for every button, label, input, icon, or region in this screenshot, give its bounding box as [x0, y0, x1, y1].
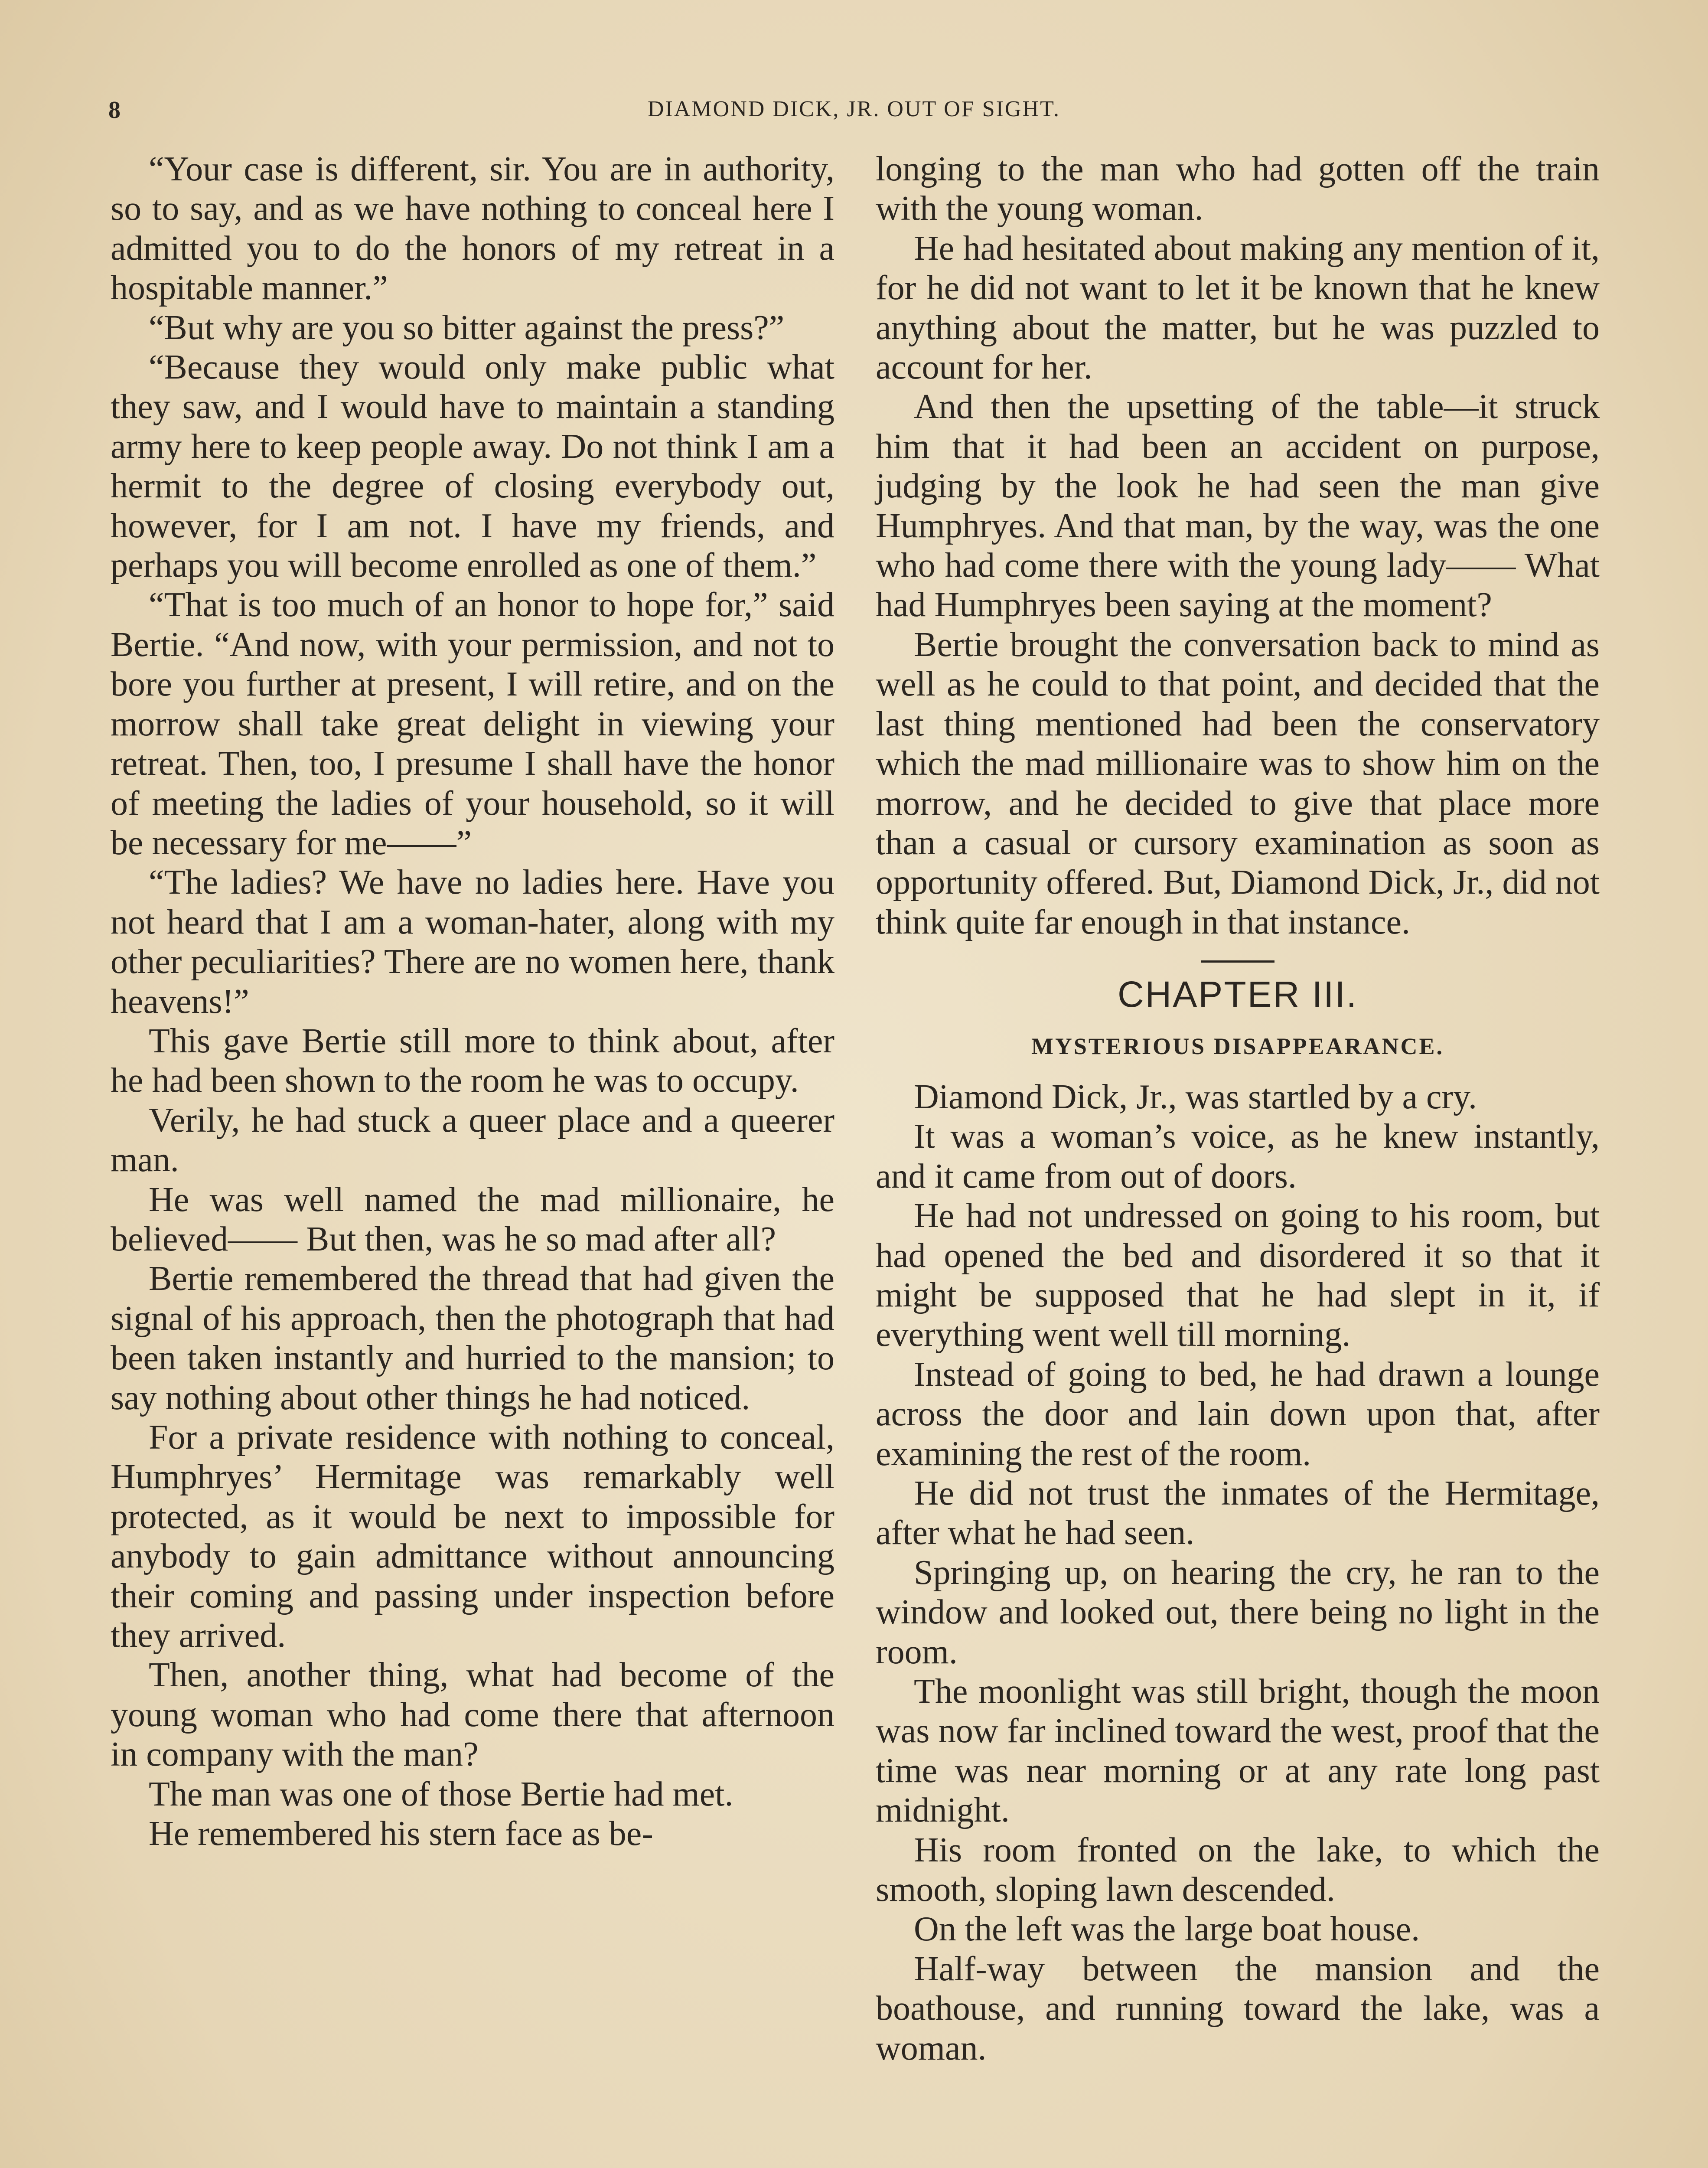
chapter-divider: [1201, 960, 1274, 963]
paragraph: Then, another thing, what had become of the young woman who had come there that afternoon in company with the man?: [111, 1656, 834, 1774]
paragraph: “That is too much of an honor to hope for,” said Bertie. “And now, with your permission, and not to bore you further at present, I will retire, and on the morrow shall take great delight in viewing your retreat. Then, too, I presume I shall have the honor of meeting the ladies of your household, so it will be necessary for me——”: [111, 586, 834, 862]
paragraph: Bertie remembered the thread that had given the signal of his approach, then the photograph that had been taken instantly and hurried to the mansion; to say nothing about other things he had noticed.: [111, 1260, 834, 1417]
paragraph: Diamond Dick, Jr., was startled by a cry.: [914, 1077, 1477, 1116]
paragraph: His room fronted on the lake, to which the smooth, sloping lawn descended.: [876, 1831, 1600, 1909]
paragraph: This gave Bertie still more to think about, after he had been shown to the room he was to occupy.: [111, 1022, 834, 1100]
paragraph: The man was one of those Bertie had met.: [149, 1775, 733, 1813]
paragraph: And then the upsetting of the table—it struck him that it had been an accident on purpose, judging by the look he had seen the man give Humphryes. And that man, by the way, was the one who had come there with the young lady—— What had Humphryes been saying at the moment?: [876, 388, 1600, 624]
paragraph: He had hesitated about making any mention of it, for he did not want to let it be known that he knew anything about the matter, but he was puzzled to account for her.: [876, 229, 1600, 387]
right-column: [876, 150, 1600, 2068]
paragraph: He did not trust the inmates of the Hermitage, after what he had seen.: [876, 1474, 1600, 1552]
paragraph: “Because they would only make public what they saw, and I would have to maintain a standing army here to keep people away. Do not think I am a hermit to the degree of closing everybody out, however, for I am not. I have my friends, and perhaps you will become enrolled as one of them.”: [111, 348, 834, 585]
paragraph: Instead of going to bed, he had drawn a lounge across the door and lain down upon that, after examining the rest of the room.: [876, 1355, 1600, 1473]
paragraph: He was well named the mad millionaire, he believed—— But then, was he so mad after all?: [111, 1180, 834, 1258]
paragraph: Half-way between the mansion and the boathouse, and running toward the lake, was a woman.: [876, 1949, 1600, 2067]
paragraph: He remembered his stern face as be-: [149, 1815, 653, 1853]
paragraph: “Your case is different, sir. You are in authority, so to say, and as we have nothing to conceal here I admitted you to do the honors of my retreat in a hospitable manner.”: [111, 150, 834, 307]
paragraph: The moonlight was still bright, though the moon was now far inclined toward the west, proof that the time was near morning or at any rate long past midnight.: [876, 1672, 1600, 1830]
running-title: DIAMOND DICK, JR. OUT OF SIGHT.: [648, 97, 1060, 121]
page-number: 8: [108, 97, 121, 124]
paragraph: Springing up, on hearing the cry, he ran to the window and looked out, there being no light in the room.: [876, 1553, 1600, 1671]
paragraph: He had not undressed on going to his room, but had opened the bed and disordered it so that it might be supposed that he had slept in it, if everything went well till morning.: [876, 1197, 1600, 1354]
paragraph: longing to the man who had gotten off the train with the young woman.: [876, 150, 1600, 228]
page-header: [108, 96, 1600, 135]
paragraph: “The ladies? We have no ladies here. Have you not heard that I am a woman-hater, along with my other peculiarities? There are no women here, thank heavens!”: [111, 863, 834, 1021]
paragraph: On the left was the large boat house.: [914, 1910, 1420, 1949]
paragraph: Bertie brought the conversation back to mind as well as he could to that point, and decided that the last thing mentioned had been the conservatory which the mad millionaire was to show him on the morrow, and he decided to give that place more than a casual or cursory examination as soon as opportunity offered. But, Diamond Dick, Jr., did not think quite far enough in that instance.: [876, 625, 1600, 941]
paragraph: “But why are you so bitter against the press?”: [149, 308, 785, 347]
chapter-title: CHAPTER III.: [1117, 974, 1358, 1015]
paragraph: Verily, he had stuck a queer place and a queerer man.: [111, 1101, 834, 1179]
chapter-subtitle: MYSTERIOUS DISAPPEARANCE.: [1031, 1033, 1444, 1059]
paragraph: It was a woman’s voice, as he knew instantly, and it came from out of doors.: [876, 1117, 1600, 1195]
left-column: [111, 150, 834, 1854]
paragraph: For a private residence with nothing to conceal, Humphryes’ Hermitage was remarkably well protected, as it would be next to impossible for anybody to gain admittance without announcing their coming and passing under inspection before they arrived.: [111, 1418, 834, 1655]
